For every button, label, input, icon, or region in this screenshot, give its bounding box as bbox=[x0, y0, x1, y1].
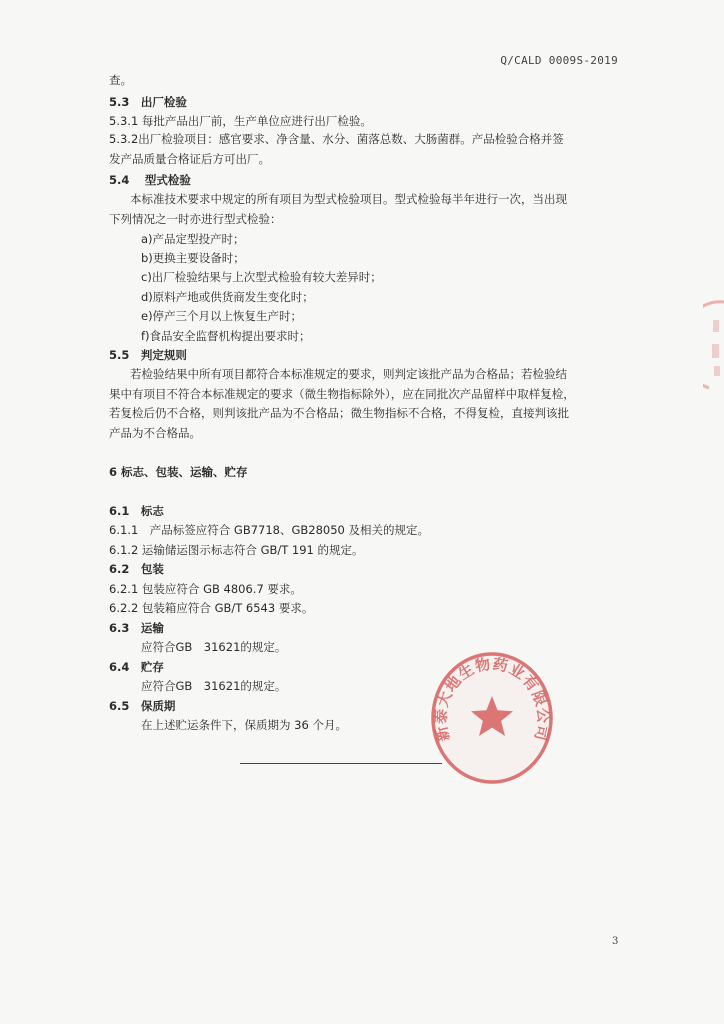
text-line: 6.1.2 运输储运图示标志符合 GB/T 191 的规定。 bbox=[109, 543, 364, 557]
seal-text: 新泰大地生物药业有限公司 bbox=[431, 654, 553, 744]
list-item: f)食品安全监督机构提出要求时； bbox=[141, 329, 311, 343]
section-heading: 6.3 运输 bbox=[109, 621, 164, 635]
list-item: c)出厂检验结果与上次型式检验有较大差异时； bbox=[141, 270, 382, 284]
text-line: 若检验结果中所有项目都符合本标准规定的要求，则判定该批产品为合格品；若检验结 bbox=[130, 367, 567, 381]
list-item: d)原料产地或供货商发生变化时； bbox=[141, 290, 314, 304]
text-line: 果中有项目不符合本标准规定的要求（微生物指标除外），应在同批次产品留样中取样复检， bbox=[109, 387, 575, 401]
section-heading: 5.4 型式检验 bbox=[109, 173, 191, 187]
list-item: a)产品定型投产时； bbox=[141, 232, 245, 246]
text-line: 查。 bbox=[109, 73, 132, 87]
text-line: 在上述贮运条件下，保质期为 36 个月。 bbox=[141, 718, 347, 732]
text-line: 6.2.1 包装应符合 GB 4806.7 要求。 bbox=[109, 582, 302, 596]
section-heading: 5.3 出厂检验 bbox=[109, 95, 187, 109]
section-heading: 6.2 包装 bbox=[109, 562, 164, 576]
edge-seal-fragment bbox=[703, 300, 724, 390]
text-line: 下列情况之一时亦进行型式检验： bbox=[109, 212, 282, 226]
section-heading: 5.5 判定规则 bbox=[109, 348, 187, 362]
section-heading: 6.1 标志 bbox=[109, 504, 164, 518]
list-item: e)停产三个月以上恢复生产时； bbox=[141, 309, 303, 323]
signature-rule bbox=[240, 763, 442, 764]
section-heading: 6.4 贮存 bbox=[109, 660, 164, 674]
chapter-heading: 6 标志、包装、运输、贮存 bbox=[109, 465, 248, 479]
text-line: 产品为不合格品。 bbox=[109, 426, 201, 440]
text-line: 6.2.2 包装箱应符合 GB/T 6543 要求。 bbox=[109, 601, 314, 615]
list-item: b)更换主要设备时； bbox=[141, 251, 245, 265]
document-code: Q/CALD 0009S-2019 bbox=[500, 54, 618, 67]
company-seal bbox=[427, 646, 557, 786]
text-line: 5.3.2出厂检验项目：感官要求、净含量、水分、菌落总数、大肠菌群。产品检验合格并签 bbox=[109, 132, 564, 146]
text-line: 6.1.1 产品标签应符合 GB7718、GB28050 及相关的规定。 bbox=[109, 523, 430, 537]
text-line: 应符合GB 31621的规定。 bbox=[141, 679, 287, 693]
page-number: 3 bbox=[612, 936, 619, 947]
text-line: 本标准技术要求中规定的所有项目为型式检验项目。型式检验每半年进行一次，当出现 bbox=[130, 192, 567, 206]
text-line: 若复检后仍不合格，则判该批产品为不合格品；微生物指标不合格，不得复检，直接判该批 bbox=[109, 406, 569, 420]
text-line: 应符合GB 31621的规定。 bbox=[141, 640, 287, 654]
section-heading: 6.5 保质期 bbox=[109, 699, 176, 713]
text-line: 5.3.1 每批产品出厂前，生产单位应进行出厂检验。 bbox=[109, 114, 372, 128]
text-line: 发产品质量合格证后方可出厂。 bbox=[109, 152, 270, 166]
